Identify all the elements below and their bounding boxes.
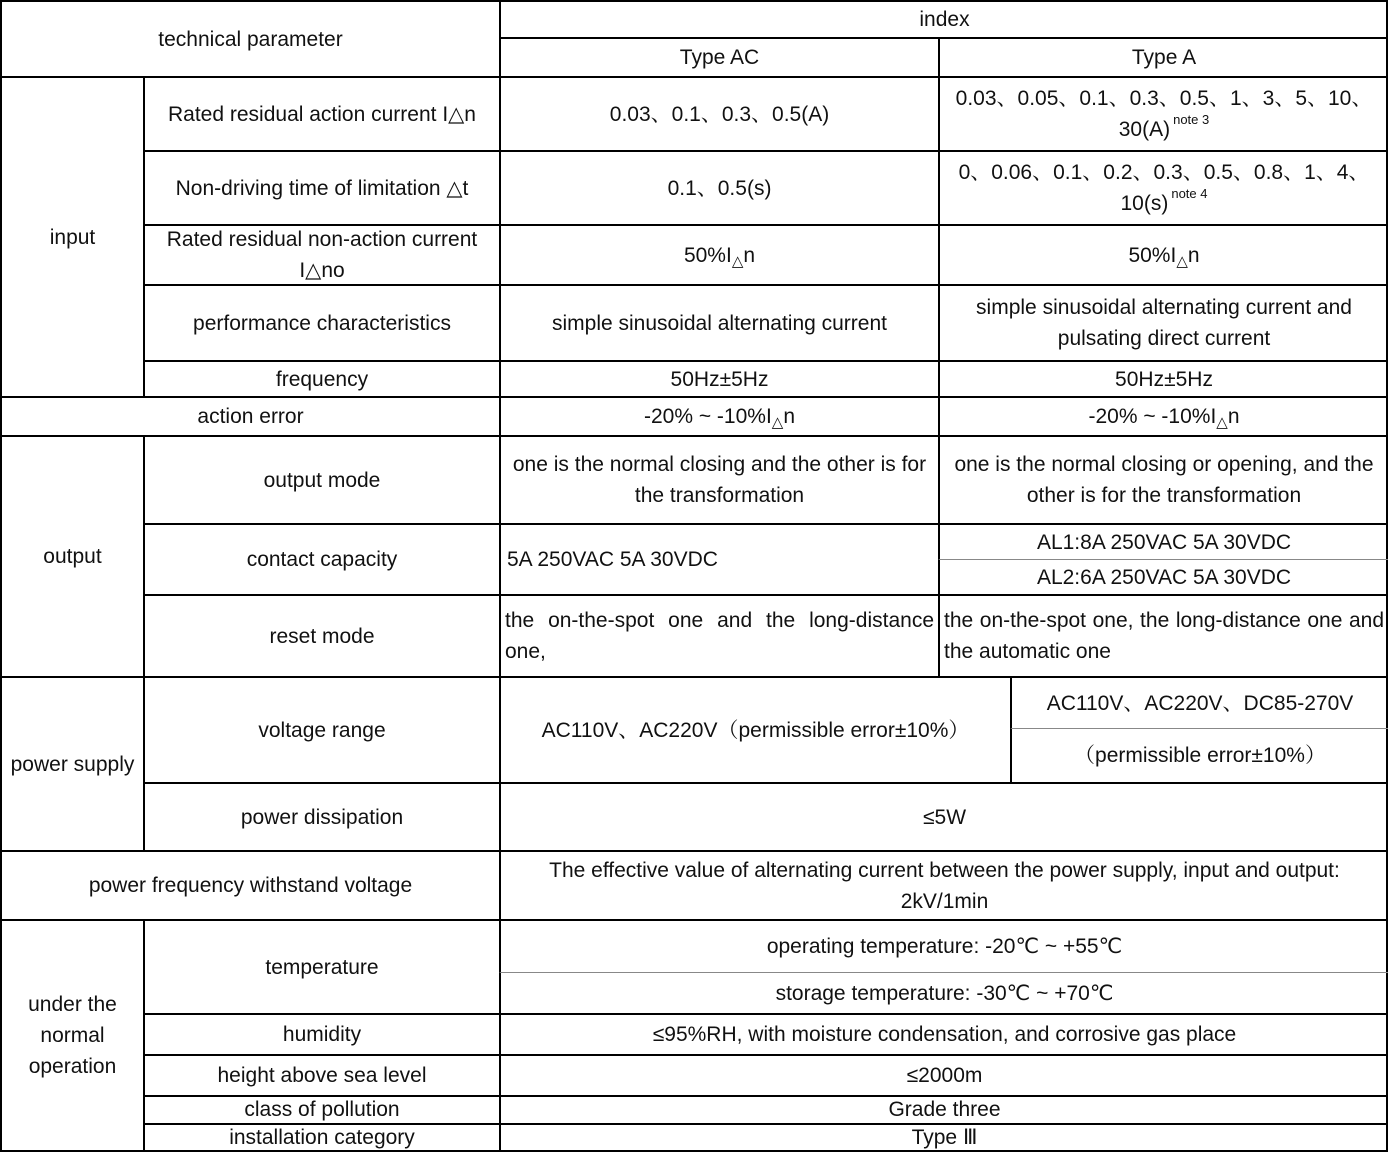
note-4-marker: note 4	[1171, 186, 1208, 201]
value-operating-temperature	[499, 919, 1388, 972]
a-output-mode	[938, 435, 1388, 523]
label-contact-capacity	[143, 523, 499, 594]
a-performance-text: simple sinusoidal alternating current and pulsating direct current	[976, 296, 1352, 350]
label-installation-text: installation category	[229, 1125, 415, 1149]
label-rated-residual-action-text: Rated residual action current I△n	[168, 102, 476, 126]
label-output-mode-text: output mode	[263, 468, 381, 492]
label-pollution	[143, 1095, 499, 1123]
ac-contact-capacity	[499, 523, 938, 594]
a-action-error-prefix: -20% ~ -10%I	[1088, 405, 1217, 428]
ac-output-mode-text: one is the normal closing and the other is for the transformation	[512, 453, 927, 507]
ac-rated-non-action-text	[684, 240, 755, 271]
a-output-mode-text: one is the normal closing or opening, and the other is for the transformation	[954, 453, 1374, 507]
header-type-ac-text: Type AC	[679, 46, 760, 69]
ac-action-error	[499, 396, 938, 435]
value-humidity	[499, 1013, 1388, 1054]
ac-frequency-text: 50Hz±5Hz	[670, 367, 769, 391]
ac-performance	[499, 284, 938, 360]
a-reset-mode-text: the on-the-spot one, the long-distance one and the automatic one	[944, 609, 1384, 663]
value-installation-text: Type Ⅲ	[911, 1125, 978, 1149]
a-action-error	[938, 396, 1388, 435]
label-frequency-text: frequency	[275, 367, 369, 391]
label-action-error	[0, 396, 499, 435]
label-height-text: height above sea level	[217, 1064, 427, 1087]
label-non-driving-time-text: Non-driving time of limitation △t	[175, 176, 469, 200]
group-power-supply-text: power supply	[10, 752, 135, 776]
label-height	[143, 1054, 499, 1095]
a-voltage-range-line2-text: （permissible error±10%）	[1074, 744, 1326, 767]
label-power-dissipation-text: power dissipation	[240, 805, 404, 829]
a-non-driving-time-text	[946, 157, 1382, 219]
value-power-dissipation	[499, 782, 1388, 850]
a-rated-residual-action	[938, 76, 1388, 150]
header-technical-parameter-text: technical parameter	[158, 27, 343, 51]
group-output	[0, 435, 143, 676]
a-action-error-text	[1088, 401, 1239, 432]
label-reset-mode	[143, 594, 499, 676]
ac-non-driving-time	[499, 150, 938, 224]
a-performance	[938, 284, 1388, 360]
label-rated-non-action	[143, 224, 499, 284]
value-pollution	[499, 1095, 1388, 1123]
ac-output-mode	[499, 435, 938, 523]
header-index	[499, 0, 1388, 37]
label-temperature	[143, 919, 499, 1013]
value-power-dissipation-text: ≤5W	[922, 805, 967, 829]
a-rated-non-action-text	[1128, 240, 1199, 271]
a-rated-non-action-prefix: 50%I	[1128, 243, 1177, 267]
value-storage-temperature	[499, 972, 1388, 1013]
a-non-driving-time	[938, 150, 1388, 224]
ac-rated-residual-action	[499, 76, 938, 150]
value-installation	[499, 1123, 1388, 1151]
label-withstand-voltage-text: power frequency withstand voltage	[88, 874, 413, 897]
ac-rated-non-action	[499, 224, 938, 284]
ac-reset-mode	[499, 594, 938, 676]
label-humidity	[143, 1013, 499, 1054]
value-humidity-text: ≤95%RH, with moisture condensation, and corrosive gas place	[652, 1023, 1237, 1046]
label-withstand-voltage	[0, 850, 499, 919]
a-contact-capacity-al2	[938, 559, 1388, 594]
a-rated-non-action-suffix: n	[1187, 243, 1200, 267]
a-action-error-sub: △	[1216, 414, 1228, 431]
value-height	[499, 1054, 1388, 1095]
header-technical-parameter	[0, 0, 499, 76]
group-normal-operation-text: under the normal operation	[28, 993, 117, 1078]
label-rated-non-action-text: Rated residual non-action current I△no	[166, 228, 478, 282]
a-action-error-suffix: n	[1227, 405, 1240, 428]
label-frequency	[143, 360, 499, 396]
group-input-text: input	[49, 225, 96, 249]
ac-action-error-suffix: n	[783, 405, 796, 428]
value-operating-temperature-text: operating temperature: -20℃ ~ +55℃	[766, 935, 1123, 958]
label-power-dissipation	[143, 782, 499, 850]
a-voltage-range-line1-text: AC110V、AC220V、DC85-270V	[1046, 691, 1354, 715]
group-output-text: output	[43, 545, 102, 568]
a-contact-capacity-al1-text: AL1:8A 250VAC 5A 30VDC	[1036, 530, 1292, 554]
label-action-error-text: action error	[197, 405, 304, 428]
label-installation	[143, 1123, 499, 1151]
ac-rated-non-action-sub: △	[731, 252, 744, 270]
value-withstand-voltage	[499, 850, 1388, 919]
header-type-a	[938, 37, 1388, 76]
a-contact-capacity-al1	[938, 523, 1388, 559]
value-height-text: ≤2000m	[906, 1064, 983, 1087]
ac-non-driving-time-text: 0.1、0.5(s)	[667, 176, 772, 200]
label-contact-capacity-text: contact capacity	[246, 548, 398, 571]
a-voltage-range-line2	[1010, 728, 1388, 782]
value-pollution-text: Grade three	[888, 1098, 1001, 1122]
value-withstand-voltage-text: The effective value of alternating current between the power supply, input and output: 2kV/1min	[549, 858, 1340, 913]
note-3-marker: note 3	[1173, 112, 1210, 127]
value-storage-temperature-text: storage temperature: -30℃ ~ +70℃	[775, 981, 1114, 1005]
ac-action-error-sub: △	[771, 414, 784, 431]
label-temperature-text: temperature	[265, 955, 379, 979]
a-rated-residual-action-value: 0.03、0.05、0.1、0.3、0.5、1、3、5、10、30(A)	[955, 87, 1373, 141]
a-contact-capacity-al2-text: AL2:6A 250VAC 5A 30VDC	[1036, 565, 1292, 589]
group-power-supply	[0, 676, 143, 850]
ac-frequency	[499, 360, 938, 396]
a-non-driving-time-value: 0、0.06、0.1、0.2、0.3、0.5、0.8、1、4、10(s)	[958, 161, 1370, 215]
label-voltage-range	[143, 676, 499, 782]
header-type-ac	[499, 37, 938, 76]
group-input	[0, 76, 143, 396]
label-output-mode	[143, 435, 499, 523]
label-rated-residual-action	[143, 76, 499, 150]
ac-voltage-range-text: AC110V、AC220V（permissible error±10%）	[541, 718, 970, 742]
ac-action-error-prefix: -20% ~ -10%I	[643, 405, 772, 428]
label-reset-mode-text: reset mode	[269, 624, 375, 648]
a-rated-residual-action-text	[946, 83, 1382, 145]
ac-rated-non-action-suffix: n	[743, 243, 756, 267]
header-index-text: index	[919, 8, 970, 31]
label-performance-text: performance characteristics	[193, 311, 451, 335]
ac-rated-residual-action-text: 0.03、0.1、0.3、0.5(A)	[609, 102, 830, 126]
ac-reset-mode-text: the on-the-spot one and the long-distance one,	[505, 609, 934, 663]
a-frequency-text: 50Hz±5Hz	[1115, 367, 1213, 391]
ac-contact-capacity-text: 5A 250VAC 5A 30VDC	[507, 548, 718, 571]
group-normal-operation	[0, 919, 143, 1150]
a-reset-mode	[938, 594, 1388, 676]
a-rated-non-action-sub: △	[1176, 252, 1188, 270]
a-rated-non-action	[938, 224, 1388, 284]
label-humidity-text: humidity	[282, 1023, 362, 1046]
a-frequency	[938, 360, 1388, 396]
label-non-driving-time	[143, 150, 499, 224]
ac-voltage-range	[499, 676, 1010, 782]
ac-performance-text: simple sinusoidal alternating current	[551, 311, 887, 335]
header-type-a-text: Type A	[1131, 46, 1197, 69]
label-performance	[143, 284, 499, 360]
label-pollution-text: class of pollution	[244, 1098, 400, 1122]
ac-action-error-text	[644, 401, 795, 432]
ac-rated-non-action-prefix: 50%I	[683, 243, 732, 267]
label-voltage-range-text: voltage range	[258, 718, 386, 742]
a-voltage-range-line1	[1010, 676, 1388, 728]
